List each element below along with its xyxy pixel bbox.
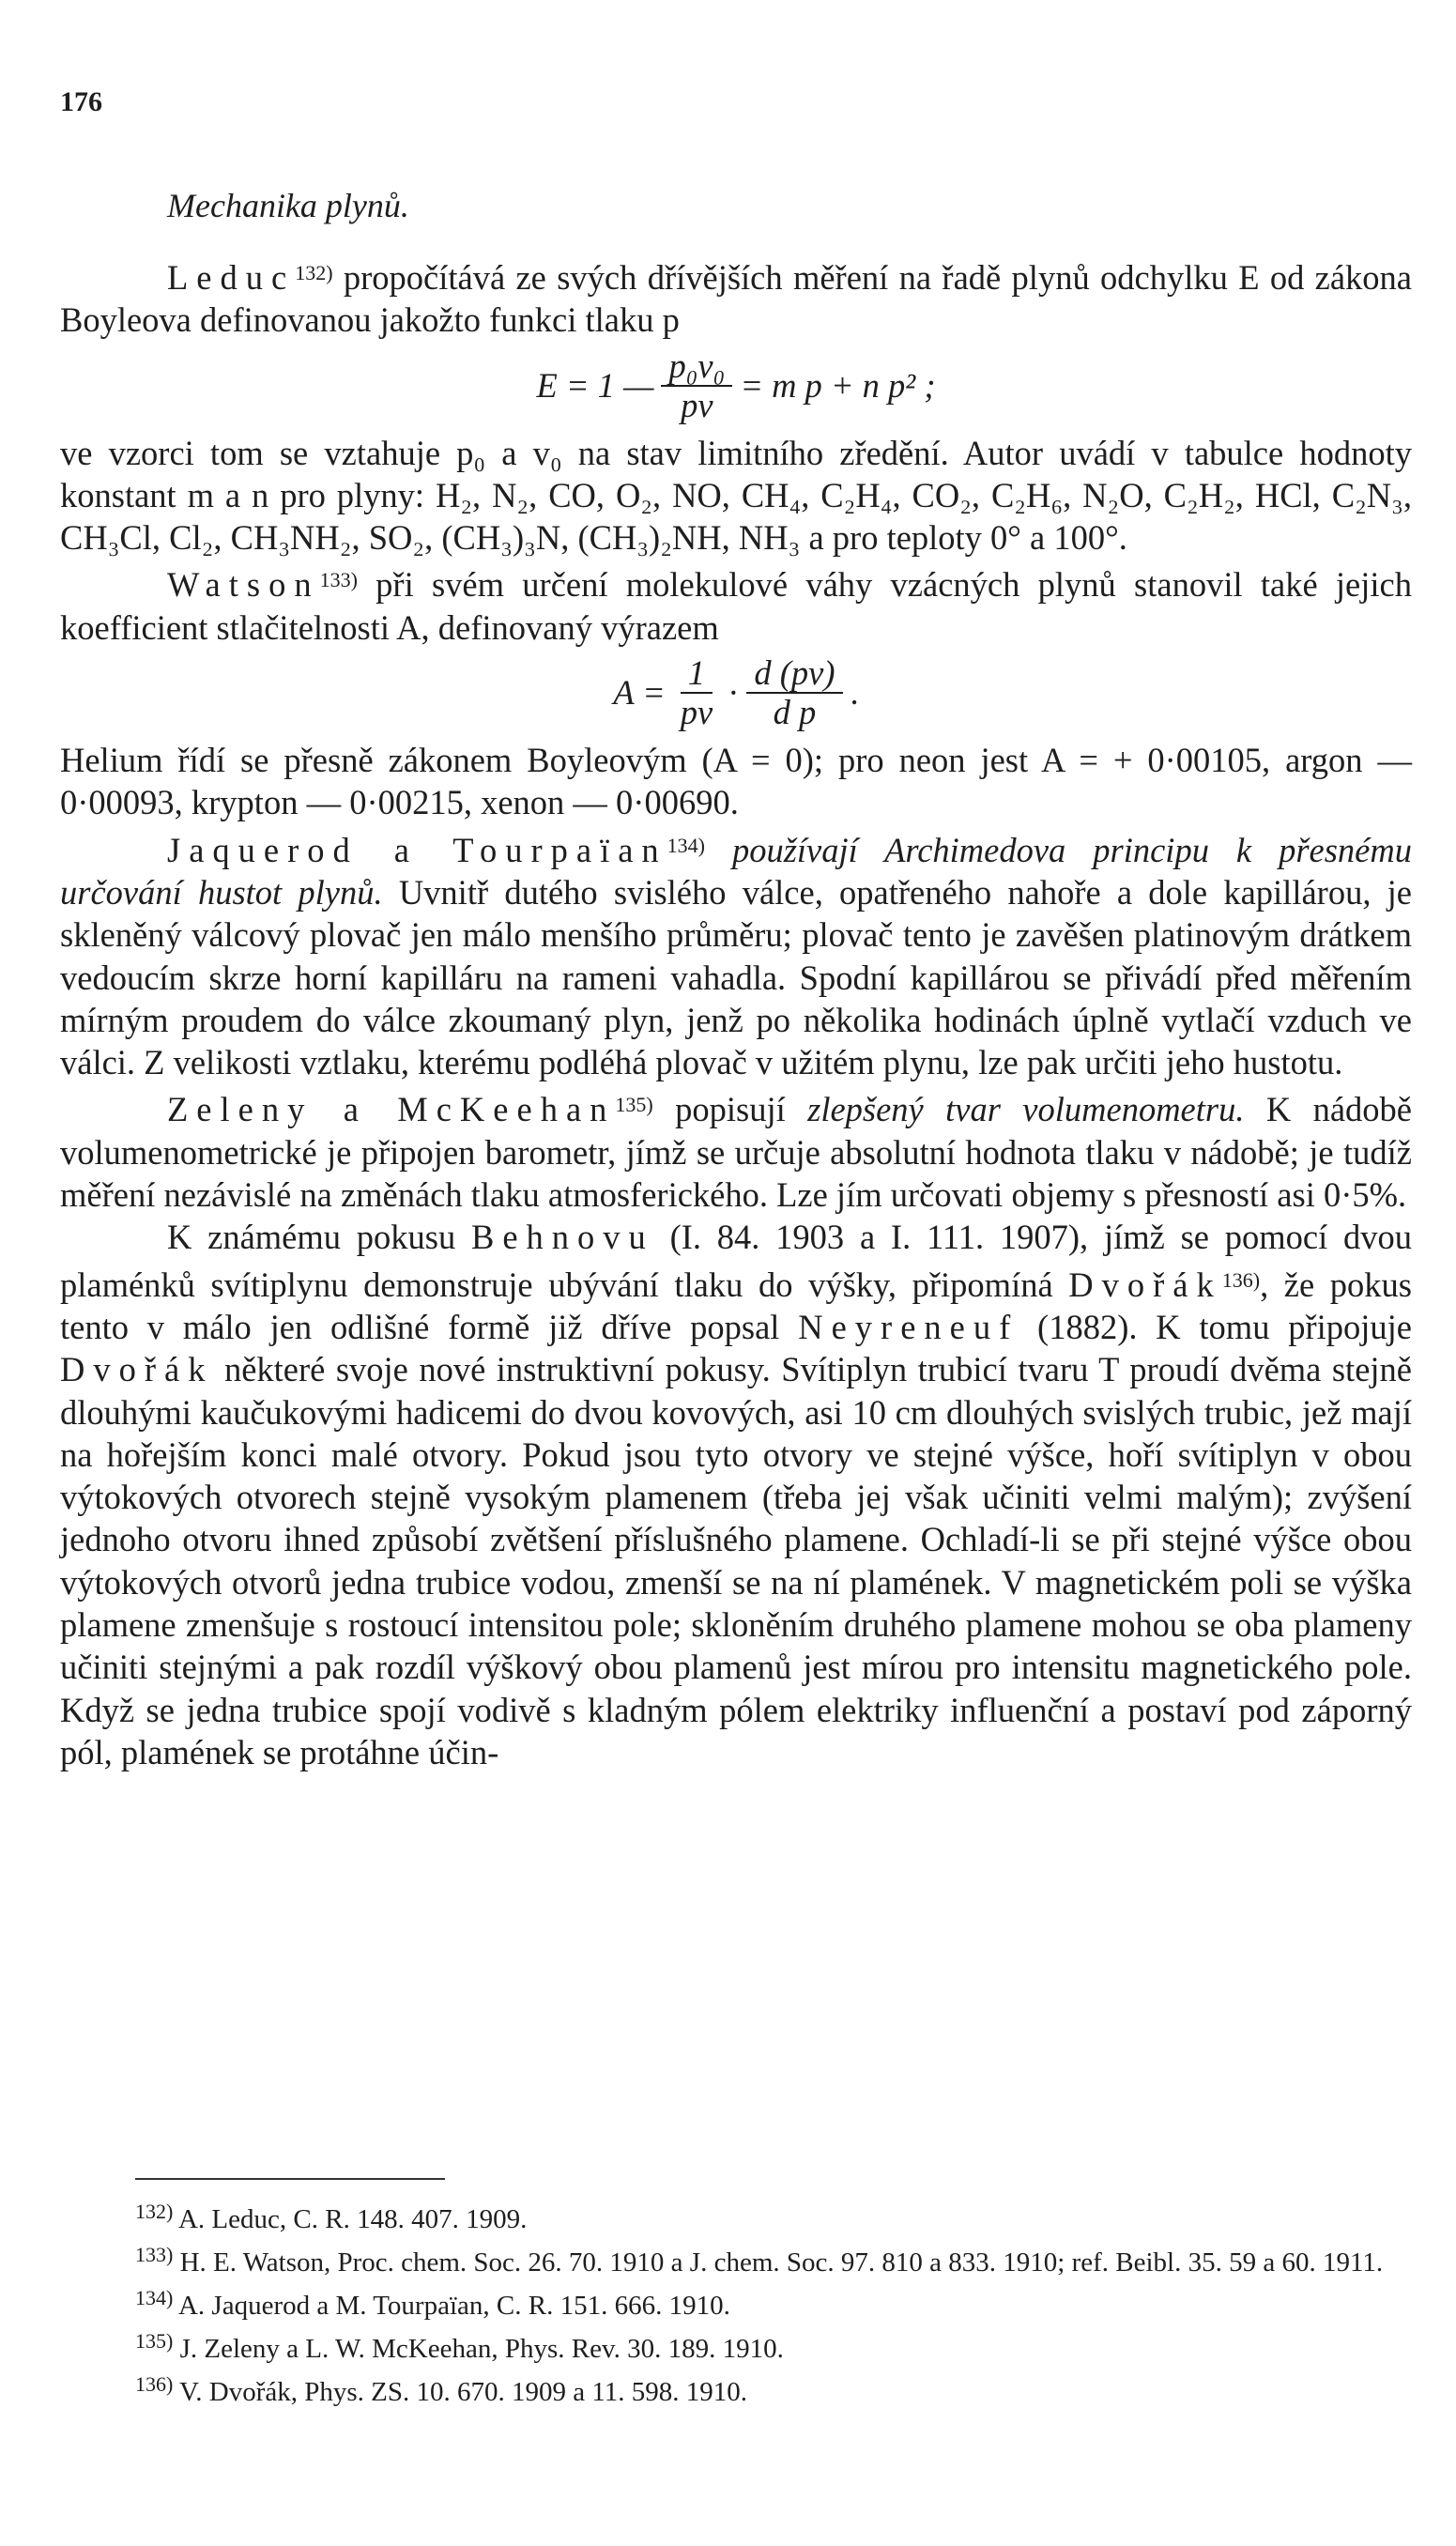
fraction-denominator: d p [773,693,817,732]
paragraph-text: , že pokus tento v málo jen odlišné formě již dříve popsal [60,1265,1412,1346]
author-names: Zeleny a McKeehan [167,1090,616,1129]
emphasis-text: používají Archimedova principu k přesnému určování hustot plynů. [60,830,1412,912]
footnote [60,2280,1412,2324]
paragraph-jaquerod [60,824,1412,1084]
footnote-number: 136) [135,2372,174,2396]
paragraph-text: některé svoje nové instruktivní pokusy. Svítiplyn trubicí tvaru T proudí dvěma stejně dlouhými kaučukovými hadicemi do dvou kovových, asi 10 cm dlouhých svislých trubic, jež mají na hořejším konci malé otvory. Pokud jsou tyto otvory ve stejné výšce, hoří svítiplyn v obou výtokových otvorech stejně vysokým plamenem (třeba jej však učiniti velmi malým); zvýšení jednoho otvoru ihned způsobí zvětšení příslušného plamene. Ochladí-li se při stejné výšce obou výtokových otvorů jedna trubice vodou, zmenší se na ní plamének. V magnetickém poli se výška plamene zmenšuje s rostoucí intensitou pole; skloněním druhého plamene mohou se oba plameny učiniti stejnými a pak rozdíl výškový obou plamenů jest mírou pro intensitu magnetického pole. Když se jedna trubice spojí vodivě s kladným pólem elektriky influenční a postaví pod záporný pól, plamének se protáhne účin- [60,1350,1412,1771]
footnote-text: A. Leduc, C. R. 148. 407. 1909. [173,2204,528,2234]
paragraph-text: propočítává ze svých dřívějších měření na řadě plynů odchylku E od zákona Boyleova definovanou jakožto funkci tlaku p [60,258,1412,340]
footnote-number: 133) [135,2243,174,2266]
paragraph-text: při svém určení molekulové váhy vzácných plynů stanovil také jejich koefficient stlačitelnosti A, definovaný výrazem [60,565,1412,647]
footnote-ref: 134) [667,833,705,857]
equation-rhs: = m p + n p² ; [740,365,936,405]
fraction-numerator: d (pv) [746,654,842,694]
equation-lhs: A = [613,673,666,713]
equation-dot: · [728,673,740,713]
emphasis-text: zlepšený tvar volumenometru. [807,1090,1245,1129]
paragraph-leduc [60,252,1412,342]
footnote-number: 132) [135,2200,174,2223]
footnote-text: J. Zeleny a L. W. McKeehan, Phys. Rev. 30. 189. 1910. [173,2334,784,2364]
footnotes [60,2194,1412,2410]
footnote [60,2237,1412,2280]
paragraph-helium: Helium řídí se přesně zákonem Boyleovým (A = 0); pro neon jest A = + 0·00105, argon — 0·00093, krypton — 0·00215, xenon — 0·00690. [60,741,1412,822]
equation-end: . [850,673,859,713]
footnote-ref: 135) [615,1093,653,1117]
fraction-denominator: pv [680,693,713,732]
footnote-text: A. Jaquerod a M. Tourpaïan, C. R. 151. 666. 1910. [173,2291,730,2321]
author-name: Dvořák [60,1350,214,1389]
paragraph-text: K nádobě volumenometrické je připojen barometr, jímž se určuje absolutní hodnota tlaku v nádobě; je tudíž měření nezávislé na změnách tlaku atmosferického. Lze jím určovati objemy s přesností asi 0·5%. [60,1090,1412,1215]
footnote-ref: 133) [319,568,358,592]
author-name: Watson [167,565,320,605]
fraction-numerator: 1 [681,654,713,694]
equation-compressibility [60,649,1412,739]
footnote-divider [135,2178,445,2180]
paragraph-text: K známému pokusu [167,1218,472,1257]
paragraph-watson [60,559,1412,649]
fraction-denominator: pv [681,385,713,424]
equation-fraction-2 [746,654,842,731]
paragraph-text: Uvnitř dutého svislého válce, opatřeného nahoře a dole kapillárou, je skleněný válcový plovač jen málo menšího průměru; plovač tento je zavěšen platinovým drátkem vedoucím skrze horní kapilláru na rameni vahadla. Spodní kapillárou se přivádí před měřením mírným proudem do válce zkoumaný plyn, jenž po několika hodinách úplně vytlačí vzduch ve válci. Z velikosti vztlaku, kterému podléhá plovač v užitém plynu, lze pak určiti jeho hustotu. [60,872,1412,1082]
footnote-number: 135) [135,2329,174,2353]
section-title: Mechanika plynů. [167,187,409,224]
page-number: 176 [60,86,102,117]
equation-fraction-1 [673,654,720,731]
equation-boyle-deviation [60,342,1412,432]
fraction-numerator: p₀v₀ [661,347,732,387]
author-name: Neyreneuf [798,1307,1019,1346]
paragraph-behn-dvorak [60,1216,1412,1773]
equation-fraction [661,347,732,424]
paragraph-text: (I. 84. 1903 a I. 111. 1907), jímž se pomocí dvou plaménků svítiplynu demonstruje ubývání tlaku do výšky, připomíná [60,1218,1413,1304]
footnote [60,2194,1412,2237]
footnote-number: 134) [135,2286,174,2309]
footnote-ref: 136) [1221,1267,1261,1292]
paragraph-zeleny [60,1083,1412,1216]
equation-lhs: E = 1 — [536,365,654,405]
footnote [60,2367,1412,2410]
author-name: Leduc [167,258,296,297]
body-text [60,252,1412,1773]
author-name: Dvořák [1068,1265,1222,1304]
footnote [60,2324,1412,2367]
footnote-text: H. E. Watson, Proc. chem. Soc. 26. 70. 1910 a J. chem. Soc. 97. 810 a 833. 1910; ref. Beibl. 35. 59 a 60. 1911. [173,2247,1384,2278]
footnote-text: V. Dvořák, Phys. ZS. 10. 670. 1909 a 11. 598. 1910. [173,2377,748,2407]
paragraph-gases-list: ve vzorci tom se vztahuje p₀ a v₀ na stav limitního zředění. Autor uvádí v tabulce hodnoty konstant m a n pro plyny: H₂, N₂, CO, O₂, NO, CH₄, C₂H₄, CO₂, C₂H₆, N₂O, C₂H₂, HCl, C₂N₃, CH₃Cl, Cl₂, CH₃NH₂, SO₂, (CH₃)₃N, (CH₃)₂NH, NH₃ a pro teploty 0° a 100°. [60,433,1412,558]
paragraph-text: (1882). K tomu připojuje [1019,1307,1413,1346]
footnote-ref: 132) [295,261,333,284]
author-names: Jaquerod a Tourpaïan [167,830,667,869]
paragraph-text: popisují [652,1090,808,1129]
author-name: Behnovu [471,1218,654,1257]
